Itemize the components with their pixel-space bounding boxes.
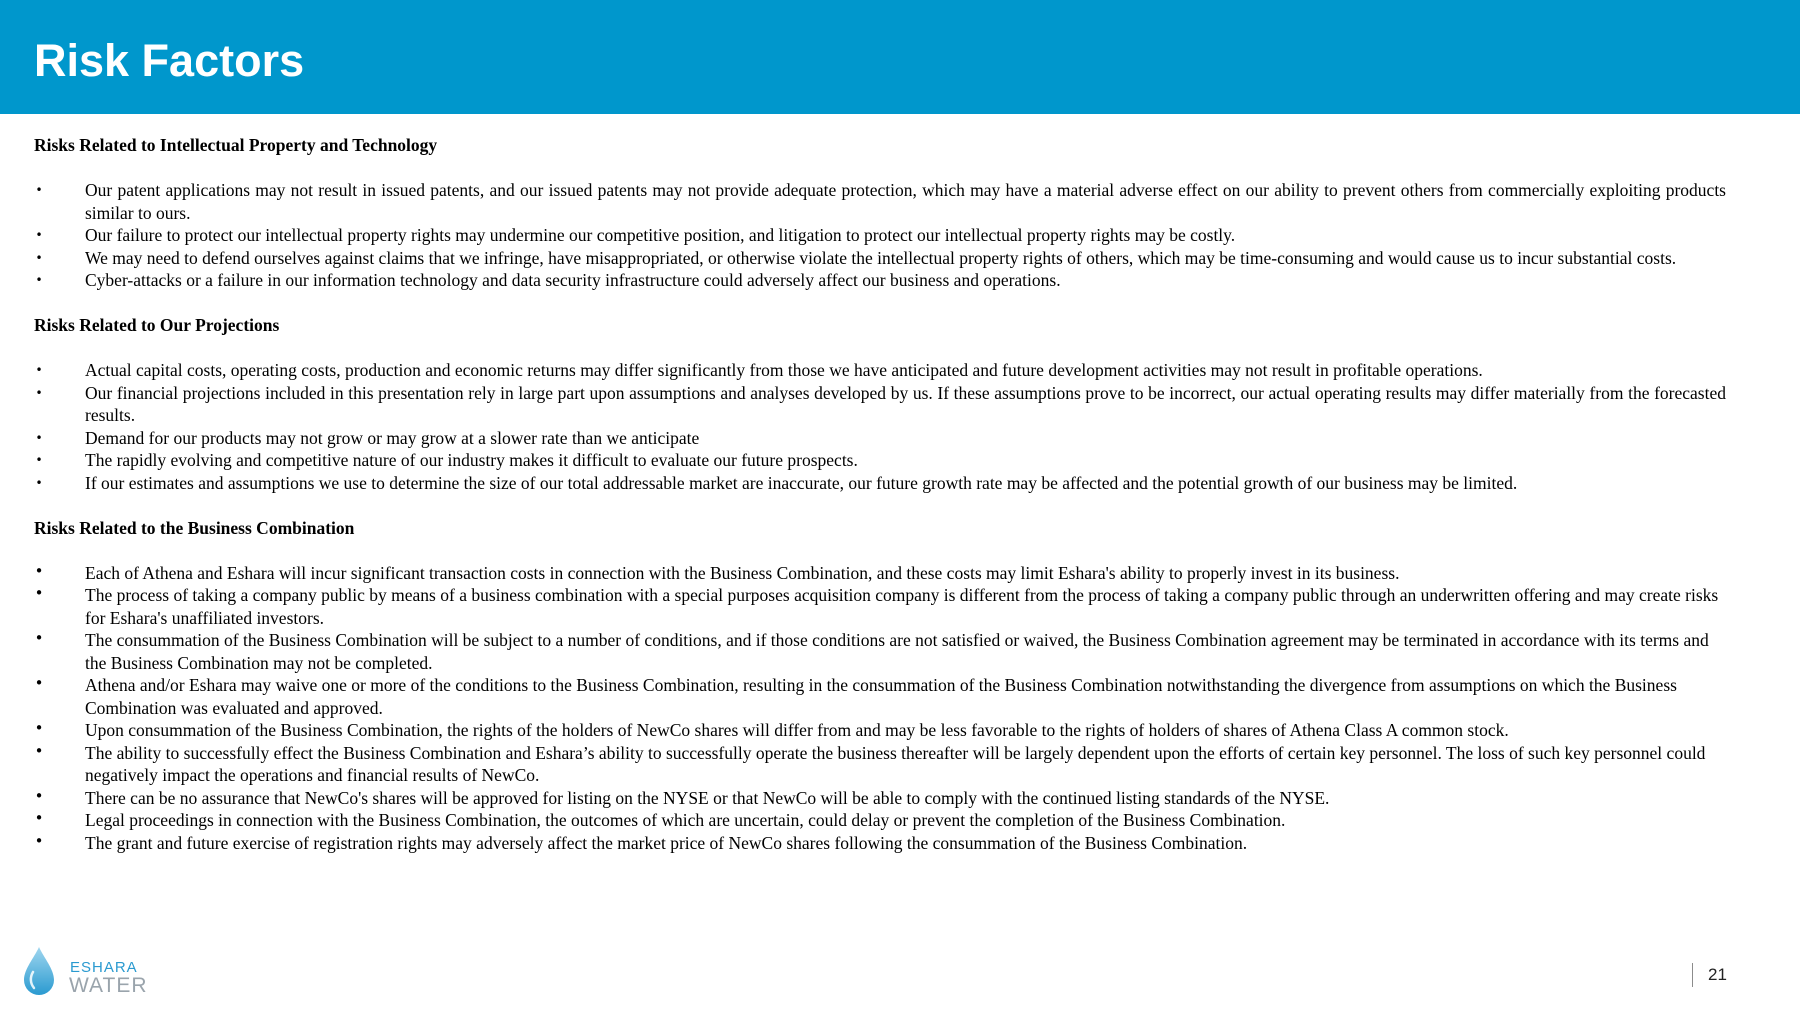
- item-text: Athena and/or Eshara may waive one or more of the conditions to the Business Combination, resulting in the consummation of the Business Combination notwithstanding the divergence from assumptions on which the Business Combination was evaluated and approved.: [85, 675, 1677, 718]
- list-item: [34, 269, 1726, 292]
- section-heading: Risks Related to Our Projections: [34, 315, 280, 335]
- page-title: Risk Factors: [34, 35, 305, 86]
- logo-word-eshara: ESHARA: [70, 959, 138, 976]
- eshara-water-logo: [22, 944, 162, 1000]
- section-business-combination: [34, 517, 1726, 855]
- section-projections: [34, 314, 1726, 494]
- bullet-icon: •: [35, 363, 43, 377]
- section-heading: Risks Related to Intellectual Property and Technology: [34, 135, 438, 155]
- list-item: [34, 674, 1726, 719]
- list-item: [34, 719, 1726, 742]
- bullet-icon: •: [34, 809, 44, 827]
- water-drop-icon: [22, 946, 56, 998]
- list-item: [34, 787, 1726, 810]
- bullet-icon: •: [35, 385, 43, 400]
- item-text: Each of Athena and Eshara will incur significant transaction costs in connection with the Business Combination, and these costs may limit Eshara's ability to properly invest in its business.: [85, 562, 1400, 583]
- list-item: [34, 427, 1726, 450]
- list-item: [34, 584, 1726, 629]
- logo-word-water: WATER: [69, 974, 148, 997]
- bullet-icon: •: [34, 786, 44, 805]
- item-text: The process of taking a company public by means of a business combination with a special purposes acquisition company is different from the process of taking a company public through an underwritten offering and may create risks for Eshara's unaffiliated investors.: [85, 585, 1719, 628]
- list-item: [34, 382, 1726, 427]
- bullet-icon: •: [34, 584, 44, 602]
- item-text: We may need to defend ourselves against claims that we infringe, have misappropriated, or otherwise violate the intellectual property rights of others, which may be time-consuming and would cause us to incur substantial costs.: [85, 247, 1677, 268]
- list-item: [34, 179, 1726, 224]
- item-text: If our estimates and assumptions we use to determine the size of our total addressable market are inaccurate, our future growth rate may be affected and the potential growth of our business may be limited.: [85, 472, 1518, 493]
- list-item: [34, 809, 1726, 832]
- header-bar: [0, 0, 1800, 114]
- bullet-icon: •: [35, 453, 43, 467]
- item-text: Legal proceedings in connection with the Business Combination, the outcomes of which are uncertain, could delay or prevent the completion of the Business Combination.: [85, 810, 1286, 830]
- bullet-icon: •: [34, 741, 44, 760]
- bullet-icon: •: [35, 250, 43, 265]
- bullet-icon: •: [34, 674, 44, 692]
- item-text: Demand for our products may not grow or may grow at a slower rate than we anticipate: [85, 427, 700, 448]
- bullet-icon: •: [34, 629, 44, 647]
- item-text: There can be no assurance that NewCo's shares will be approved for listing on the NYSE or that NewCo will be able to comply with the continued listing standards of the NYSE.: [85, 787, 1330, 808]
- bullet-icon: •: [35, 475, 43, 490]
- item-text: Actual capital costs, operating costs, production and economic returns may differ significantly from those we have anticipated and future development activities may not result in profitable operations.: [85, 360, 1483, 380]
- bullet-icon: •: [35, 183, 43, 197]
- item-text: The rapidly evolving and competitive nature of our industry makes it difficult to evaluate our future prospects.: [85, 450, 858, 470]
- item-text: The consummation of the Business Combination will be subject to a number of conditions, and if those conditions are not satisfied or waived, the Business Combination agreement may be terminated in accordance with its terms and the Business Combination may not be completed.: [85, 630, 1709, 673]
- list-item: [34, 224, 1726, 247]
- item-text: Our failure to protect our intellectual property rights may undermine our competitive position, and litigation to protect our intellectual property rights may be costly.: [85, 225, 1236, 245]
- bullet-icon: •: [34, 831, 44, 850]
- list-item: [34, 449, 1726, 472]
- bullet-icon: •: [34, 561, 44, 580]
- bullet-icon: •: [35, 273, 43, 287]
- page-number-divider: [1692, 963, 1693, 987]
- list-item: [34, 472, 1726, 495]
- bullet-list: [34, 179, 1726, 292]
- bullet-icon: •: [35, 430, 43, 445]
- list-item: [34, 742, 1726, 787]
- page-number: 21: [1708, 965, 1727, 984]
- bullet-list: [34, 359, 1726, 494]
- list-item: [34, 359, 1726, 382]
- item-text: Our patent applications may not result in issued patents, and our issued patents may not provide adequate protection, which may have a material adverse effect on our ability to prevent others from commercially exploiting products similar to ours.: [85, 180, 1726, 223]
- section-ip-technology: [34, 134, 1726, 292]
- list-item: [34, 562, 1726, 585]
- section-heading: Risks Related to the Business Combination: [34, 517, 355, 538]
- item-text: Our financial projections included in this presentation rely in large part upon assumptions and analyses developed by us. If these assumptions prove to be incorrect, our actual operating results may differ materially from the forecasted results.: [85, 382, 1726, 425]
- list-item: [34, 629, 1726, 674]
- bullet-icon: •: [34, 719, 44, 737]
- list-item: [34, 832, 1726, 855]
- item-text: The ability to successfully effect the Business Combination and Eshara’s ability to successfully operate the business thereafter will be largely dependent upon the efforts of certain key personnel. The loss of such key personnel could negatively impact the operations and financial results of NewCo.: [85, 742, 1706, 785]
- bullet-icon: •: [35, 228, 43, 242]
- risk-content: [34, 134, 1726, 877]
- item-text: The grant and future exercise of registration rights may adversely affect the market price of NewCo shares following the consummation of the Business Combination.: [85, 832, 1248, 853]
- list-item: [34, 247, 1726, 270]
- item-text: Cyber-attacks or a failure in our information technology and data security infrastructure could adversely affect our business and operations.: [85, 270, 1061, 290]
- item-text: Upon consummation of the Business Combination, the rights of the holders of NewCo shares will differ from and may be less favorable to the rights of holders of shares of Athena Class A common stock.: [85, 720, 1509, 740]
- bullet-list: [34, 562, 1726, 855]
